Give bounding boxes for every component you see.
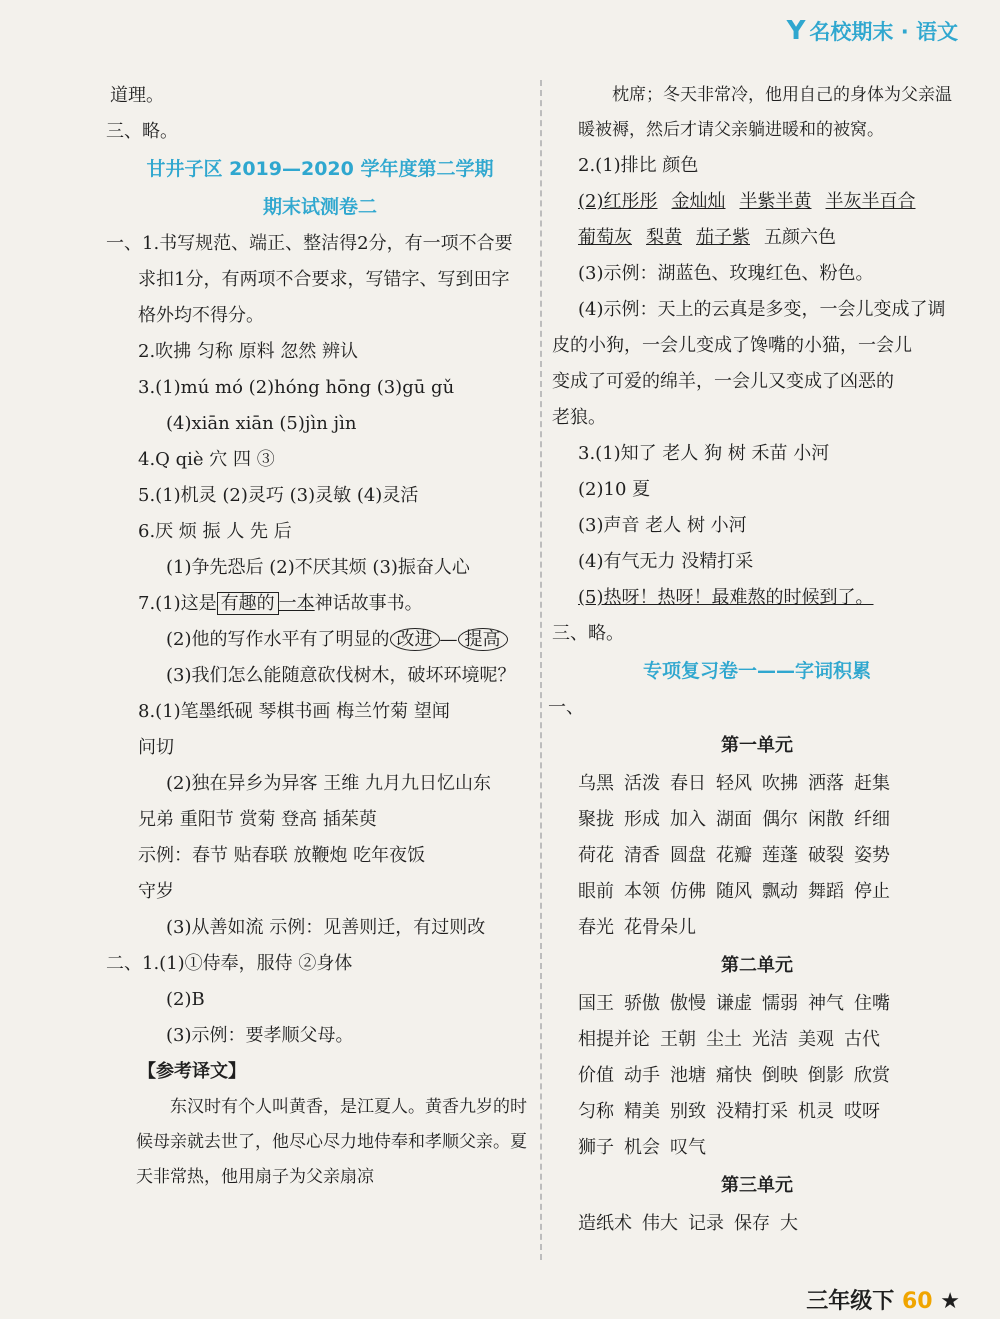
answer-line: 老狼。 xyxy=(552,407,606,428)
header-title: 名校期末 · 语文 xyxy=(809,20,958,44)
word: 飘动 xyxy=(762,881,798,902)
word: 王朝 xyxy=(660,1029,696,1050)
word-row xyxy=(552,910,962,946)
brand-logo-icon: Y xyxy=(786,16,806,46)
answer-line: 2.吹拂 匀称 原料 忽然 辨认 xyxy=(138,341,359,362)
answer-line: 兄弟 重阳节 赏菊 登高 插茱萸 xyxy=(138,809,377,830)
word: 聚拢 xyxy=(578,809,614,830)
word: 光洁 xyxy=(752,1029,788,1050)
word: 茄子紫 xyxy=(696,227,750,248)
answer-line: (3)声音 老人 树 小河 xyxy=(578,515,747,536)
page-number: 60 xyxy=(901,1289,933,1314)
word-row xyxy=(552,874,962,910)
word: 动手 xyxy=(624,1065,660,1086)
word-row xyxy=(552,1206,962,1242)
answer-line: (1)争先恐后 (2)不厌其烦 (3)振奋人心 xyxy=(166,557,470,578)
answer-line: 求扣1分，有两项不合要求，写错字、写到田字 xyxy=(138,269,510,290)
word: 骄傲 xyxy=(624,993,660,1014)
word: 伟大 xyxy=(642,1213,678,1234)
word: 莲蓬 xyxy=(762,845,798,866)
word: 仿佛 xyxy=(670,881,706,902)
left-column xyxy=(106,78,530,1195)
reference-translation-title: 【参考译文】 xyxy=(138,1061,246,1082)
word: 尘土 xyxy=(706,1029,742,1050)
word: 葡萄灰 xyxy=(578,227,632,248)
right-column xyxy=(548,78,962,1242)
word: 精美 xyxy=(624,1101,660,1122)
word: 古代 xyxy=(844,1029,880,1050)
word: 半紫半黄 xyxy=(739,191,812,212)
word-row xyxy=(552,766,962,802)
answer-line: (4)有气无力 没精打采 xyxy=(578,551,754,572)
word: 美观 xyxy=(798,1029,834,1050)
word: 赶集 xyxy=(854,773,890,794)
word: 加入 xyxy=(670,809,706,830)
word: 梨黄 xyxy=(646,227,682,248)
text-segment: 神话故事书。 xyxy=(314,593,423,614)
word: 洒落 xyxy=(808,773,844,794)
word: 记录 xyxy=(688,1213,724,1234)
word: 轻风 xyxy=(716,773,752,794)
page-header xyxy=(787,16,958,46)
word: 金灿灿 xyxy=(671,191,726,212)
answer-line: 格外均不得分。 xyxy=(138,305,264,326)
word: 随风 xyxy=(716,881,752,902)
word: 匀称 xyxy=(578,1101,614,1122)
word: 花瓣 xyxy=(716,845,752,866)
page-footer xyxy=(806,1284,960,1315)
unit-words xyxy=(552,1206,962,1242)
answer-line: (2)10 夏 xyxy=(578,479,651,500)
word: 五颜六色 xyxy=(764,227,836,248)
word-row xyxy=(552,1130,962,1166)
section-title: 专项复习卷一——字词积累 xyxy=(642,660,871,682)
word-row xyxy=(552,184,962,220)
answer-line: 6.厌 烦 振 人 先 后 xyxy=(138,521,292,542)
unit-words xyxy=(552,986,962,1166)
answer-line: 3.(1)知了 老人 狗 树 禾苗 小河 xyxy=(578,443,830,464)
unit-title: 第三单元 xyxy=(721,1175,793,1196)
word: 闲散 xyxy=(808,809,844,830)
word: 谦虚 xyxy=(716,993,752,1014)
word: 倒影 xyxy=(808,1065,844,1086)
word: 机会 xyxy=(624,1137,660,1158)
moved-word: 一本 xyxy=(278,593,315,614)
answer-line: 问切 xyxy=(138,737,174,758)
word: 傲慢 xyxy=(670,993,706,1014)
answer-line: (3)从善如流 示例：见善则迁，有过则改 xyxy=(166,917,486,938)
word: 圆盘 xyxy=(670,845,706,866)
word: 停止 xyxy=(854,881,890,902)
unit-words xyxy=(552,766,962,946)
grade-label: 三年级下 xyxy=(806,1289,895,1314)
word: 本领 xyxy=(624,881,660,902)
word: 吹拂 xyxy=(762,773,798,794)
answer-line: 变成了可爱的绵羊，一会儿又变成了凶恶的 xyxy=(552,371,894,392)
unit-title: 第一单元 xyxy=(721,735,793,756)
word: 花骨朵儿 xyxy=(624,917,696,938)
word: 保存 xyxy=(734,1213,770,1234)
word: 别致 xyxy=(670,1101,706,1122)
word: 姿势 xyxy=(854,845,890,866)
word: 荷花 xyxy=(578,845,614,866)
answer-line: 5.(1)机灵 (2)灵巧 (3)灵敏 (4)灵活 xyxy=(138,485,419,506)
star-icon: ★ xyxy=(940,1289,960,1314)
word: 欣赏 xyxy=(854,1065,890,1086)
word: 眼前 xyxy=(578,881,614,902)
word: 相提并论 xyxy=(578,1029,650,1050)
answer-line: (3)我们怎么能随意砍伐树木，破坏环境呢？ xyxy=(166,665,516,686)
answer-line: (2)独在异乡为异客 王维 九月九日忆山东 xyxy=(166,773,491,794)
word-row xyxy=(552,1058,962,1094)
column-divider xyxy=(540,80,542,1260)
word: 春日 xyxy=(670,773,706,794)
word: 国王 xyxy=(578,993,614,1014)
word-row xyxy=(552,986,962,1022)
word: 懦弱 xyxy=(762,993,798,1014)
answer-line: (3)示例：湖蓝色、玫瑰红色、粉色。 xyxy=(578,263,874,284)
word-row xyxy=(552,1094,962,1130)
word: 机灵 xyxy=(798,1101,834,1122)
answer-line: (2)B xyxy=(166,989,205,1010)
answer-line: 三、略。 xyxy=(106,121,178,142)
word-row xyxy=(552,802,962,838)
word-row xyxy=(552,220,962,256)
word: 倒映 xyxy=(762,1065,798,1086)
section-subtitle: 期末试测卷二 xyxy=(262,196,377,218)
answer-line xyxy=(552,580,962,616)
word: 舞蹈 xyxy=(808,881,844,902)
word: 清香 xyxy=(624,845,660,866)
boxed-word: 有趣的 xyxy=(217,592,279,615)
circled-correction: 提高 xyxy=(458,628,508,651)
answer-line: (4)xiān xiān (5)jìn jìn xyxy=(166,413,357,434)
answer-line: 三、略。 xyxy=(552,623,624,644)
translation-paragraph-continued: 枕席；冬天非常冷，他用自己的身体为父亲温暖被褥，然后才请父亲躺进暖和的被窝。 xyxy=(578,85,952,140)
text-segment: 7.(1)这是 xyxy=(138,593,217,614)
word: 纤细 xyxy=(854,809,890,830)
word: 春光 xyxy=(578,917,614,938)
word: (2)红彤彤 xyxy=(578,191,658,212)
unit-title: 第二单元 xyxy=(721,955,793,976)
answer-line: 二、1.(1)①侍奉，服侍 ②身体 xyxy=(106,953,353,974)
word: 湖面 xyxy=(716,809,752,830)
word: 活泼 xyxy=(624,773,660,794)
word: 造纸术 xyxy=(578,1213,632,1234)
word: 破裂 xyxy=(808,845,844,866)
word: 神气 xyxy=(808,993,844,1014)
answer-line: 示例：春节 贴春联 放鞭炮 吃年夜饭 xyxy=(138,845,426,866)
answer-line: (3)示例：要孝顺父母。 xyxy=(166,1025,354,1046)
text-segment: (2)他的写作水平有了明显的 xyxy=(166,629,390,650)
answer-line: 守岁 xyxy=(138,881,174,902)
answer-line: 皮的小狗，一会儿变成了馋嘴的小猫，一会儿 xyxy=(552,335,912,356)
word: 大 xyxy=(780,1213,798,1234)
answer-line: 8.(1)笔墨纸砚 琴棋书画 梅兰竹菊 望闻 xyxy=(138,701,450,722)
word: 痛快 xyxy=(716,1065,752,1086)
word: 池塘 xyxy=(670,1065,706,1086)
answer-line: 3.(1)mú mó (2)hóng hōng (3)gū gǔ xyxy=(138,377,455,398)
word: 偶尔 xyxy=(762,809,798,830)
circled-word: 改进 xyxy=(390,628,440,651)
word-row xyxy=(552,1022,962,1058)
word: 哎呀 xyxy=(844,1101,880,1122)
answer-line: 2.(1)排比 颜色 xyxy=(578,155,699,176)
word: 叹气 xyxy=(670,1137,706,1158)
underlined-answer: (5)热呀！热呀！最难熬的时候到了。 xyxy=(578,587,874,608)
word-row xyxy=(552,838,962,874)
answer-line xyxy=(110,586,530,622)
word: 乌黑 xyxy=(578,773,614,794)
word: 形成 xyxy=(624,809,660,830)
word: 价值 xyxy=(578,1065,614,1086)
answer-line: 一、 xyxy=(548,697,584,718)
section-title: 甘井子区 2019—2020 学年度第二学期 xyxy=(146,158,494,180)
word: 狮子 xyxy=(578,1137,614,1158)
answer-line: 4.Q qiè 穴 四 ③ xyxy=(138,449,275,470)
answer-line: (4)示例：天上的云真是多变，一会儿变成了调 xyxy=(578,299,946,320)
word: 没精打采 xyxy=(716,1101,788,1122)
translation-paragraph: 东汉时有个人叫黄香，是江夏人。黄香九岁的时候母亲就去世了，他尽心尽力地侍奉和孝顺父亲。夏天非常热，他用扇子为父亲扇凉 xyxy=(136,1097,527,1187)
answer-line: 道理。 xyxy=(110,85,164,106)
answer-line: 一、1.书写规范、端正、整洁得2分，有一项不合要 xyxy=(106,233,513,254)
answer-line: (2)他的写作水平有了明显的 改进 — 提高 xyxy=(110,622,530,658)
word: 半灰半百合 xyxy=(825,191,916,212)
word: 住嘴 xyxy=(854,993,890,1014)
